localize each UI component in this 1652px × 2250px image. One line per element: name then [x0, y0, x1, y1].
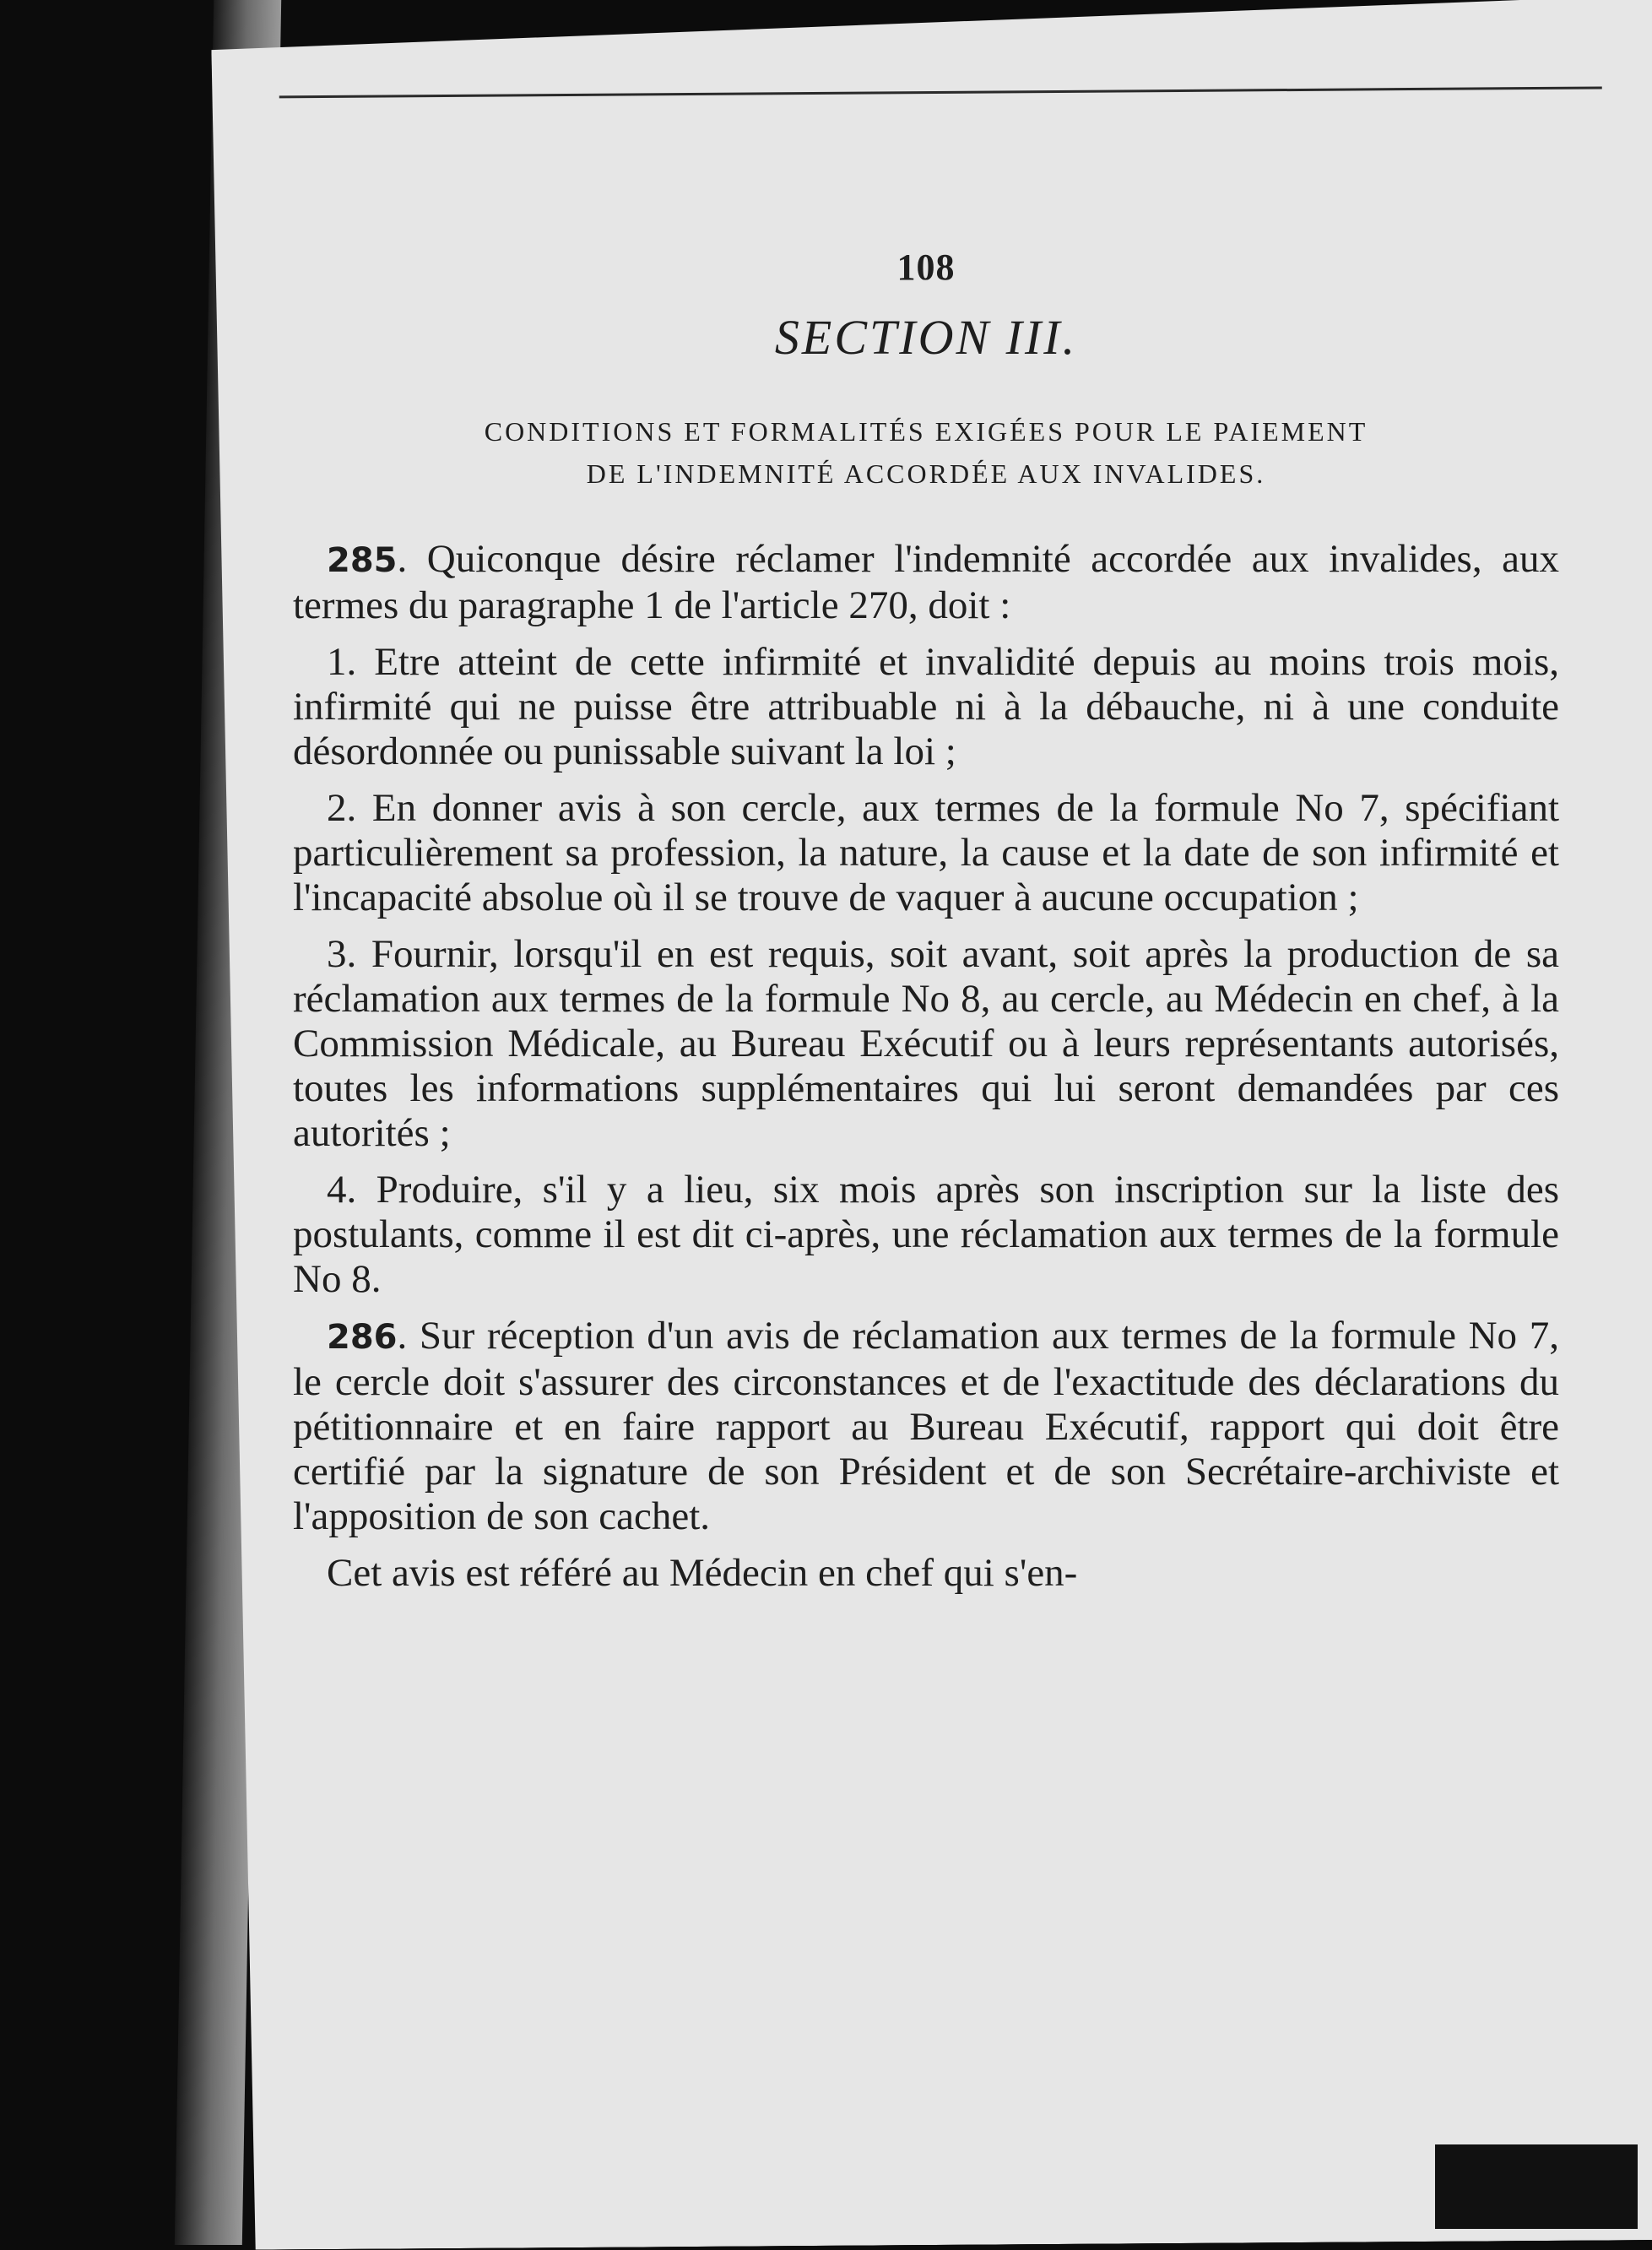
closing-paragraph: Cet avis est référé au Médecin en chef qui s'en-	[327, 1551, 1078, 1595]
section-heading: SECTION III.	[774, 310, 1078, 365]
article-286	[293, 1314, 1559, 1539]
page-text	[293, 245, 1559, 1608]
article-text: . Quiconque désire réclamer l'indemnité accordée aux invalides, aux termes du paragraphe 1 de l'article 270, doit :	[293, 537, 1559, 627]
section-subtitle-line-2: DE L'INDEMNITÉ ACCORDÉE AUX INVALIDES.	[586, 458, 1266, 489]
article-number: 285	[327, 541, 398, 580]
article-285	[293, 537, 1559, 628]
list-item: 1. Etre atteint de cette infirmité et invalidité depuis au moins trois mois, infirmité qui ne puisse être attribuable ni à la débauche, ni à une conduite désordonnée ou punissable suivant la loi ;	[293, 640, 1559, 773]
article-text: . Sur réception d'un avis de réclamation aux termes de la formule No 7, le cercle doit s'assurer des circonstances et de l'exactitude des déclarations du pétitionnaire et en faire rapport au Bureau Exécutif, rapport qui doit être certifié par la signature de son Président et de son Secrétaire-archiviste et l'apposition de son cachet.	[293, 1314, 1559, 1538]
page-number: 108	[896, 247, 956, 288]
section-subtitle-line-1: CONDITIONS ET FORMALITÉS EXIGÉES POUR LE PAIEMENT	[484, 416, 1368, 447]
article-number: 286	[327, 1318, 398, 1357]
bottom-shadow	[1435, 2144, 1638, 2229]
top-rule	[279, 86, 1602, 98]
list-item: 3. Fournir, lorsqu'il en est requis, soit avant, soit après la production de sa réclamation aux termes de la formule No 8, au cercle, au Médecin en chef, à la Commission Médicale, au Bureau Exécutif ou à leurs représentants autorisés, toutes les informations supplémentaires qui lui seront demandées par ces autorités ;	[293, 932, 1559, 1155]
list-item: 4. Produire, s'il y a lieu, six mois après son inscription sur la liste des postulants, comme il est dit ci-après, une réclamation aux termes de la formule No 8.	[293, 1168, 1559, 1301]
list-item: 2. En donner avis à son cercle, aux termes de la formule No 7, spécifiant particulièrement sa profession, la nature, la cause et la date de son infirmité et l'incapacité absolue où il se trouve de vaquer à aucune occupation ;	[293, 786, 1559, 919]
section-subtitle	[293, 410, 1559, 495]
